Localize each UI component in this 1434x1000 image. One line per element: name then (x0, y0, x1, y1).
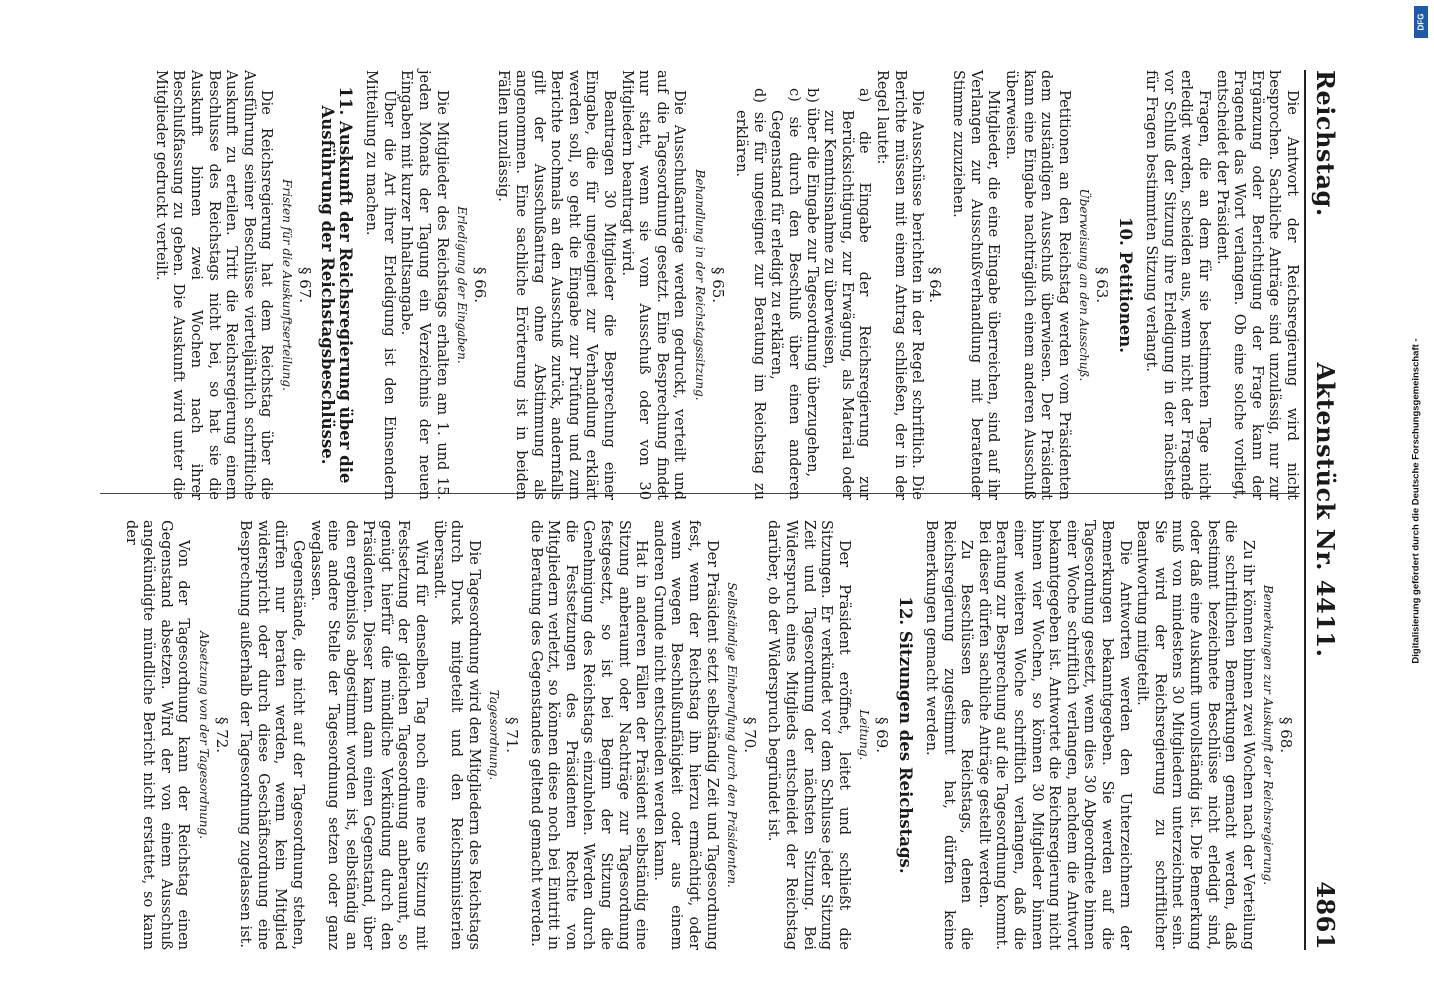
left-column (151, 70, 1300, 500)
paragraph: Zu Beschlüssen des Reichstags, denen die Reichsregierung zugestimmt hat, dürfen keine Bemerkungen gemacht werden. (923, 520, 975, 950)
paragraph-number: § 66. (470, 266, 489, 304)
dfg-logo (1414, 6, 1428, 38)
paragraph-subtitle: Bemerkungen zur Auskunft der Reichsregierung. (1261, 584, 1276, 886)
paragraph-number: § 71. (503, 716, 522, 754)
paragraph: Wird für denselben Tag noch eine neue Sitzung mit Festsetzung der gleichen Tagesordnung anberaumt, so genügt hierfür die mündliche Verkündung durch den Präsidenten. Dieser kann dann einen Gegenstand, über den ergebnislos abgestimmt worden ist, selbständig an eine andere Stelle der Tagesordnung setzen oder ganz weglassen. (307, 520, 430, 950)
paragraph-subtitle: Leitung. (857, 709, 872, 761)
paragraph: Die Tagesordnung wird den Mitgliedern des Reichstags durch Druck mitgeteilt und den Reichsministerien übersandt. (430, 520, 482, 950)
paragraph-subtitle: Absetzung von der Tagesordnung. (196, 630, 211, 840)
paragraph: Über die Art ihrer Erledigung ist den Einsendern Mitteilung zu machen. (363, 70, 397, 500)
paragraph: Petitionen an den Reichstag werden vom Präsidenten dem zuständigen Ausschuß überwiesen. Der Präsident kann eine Eingabe nachträglich einem anderen Ausschuß überweisen. (1003, 70, 1072, 500)
paragraph-number: § 63. (1093, 266, 1112, 304)
paragraph: Die Ausschußanträge werden gedruckt, verteilt und auf die Tagesordnung gesetzt. Eine Besprechung findet nur statt, wenn sie vom Ausschuß oder von 30 Mitgliedern beantragt wird. (618, 70, 688, 500)
paragraph: Zu ihr können binnen zwei Wochen nach der Verteilung die schriftlichen Bemerkungen gemacht werden, daß bestimmt bezeichnete Beschlüsse nicht erledigt sind, oder daß eine Auskunft unvollständig ist. Die Bemerkung muß von mindestens 30 Mitgliedern unterzeichnet sein. Sie wird der Reichsregierung zu schriftlicher Beantwortung mitgeteilt. (1134, 520, 1256, 950)
section-heading: 10. Petitionen. (1115, 217, 1135, 353)
page-header (1304, 70, 1340, 950)
paragraph-number: § 69. (872, 716, 891, 754)
paragraph: Die Mitglieder des Reichstags erhalten am 1. und 15. jeden Monats der Tagung ein Verzeichnis der neuen Eingaben mit kurzer Inhaltsangabe. (398, 70, 450, 500)
paragraph-subtitle: Selbständige Einberufung durch den Präsidenten. (725, 582, 740, 888)
paragraph-number: § 70. (740, 716, 759, 754)
paragraph: Der Präsident eröffnet, leitet und schließt die Sitzungen. Er verkündet vor dem Schlusse jeder Sitzung Zeit und Tagesordnung der nächsten Sitzung. Bei Widerspruch eines Mitglieds entscheidet der Reichstag darüber, ob der Widerspruch begründet ist. (765, 520, 852, 950)
paragraph-subtitle: Tagesordnung. (487, 689, 502, 781)
paragraph: Von der Tagesordnung kann der Reichstag einen Gegenstand absetzen. Wird der von einem Ausschuß angekündigte mündliche Bericht nicht erstattet, so kann der (122, 520, 192, 950)
paragraph: Gegenstände, die nicht auf der Tagesordnung stehen, dürfen nur beraten werden, wenn kein Mitglied widerspricht oder durch diese Geschäftsordnung eine Besprechung außerhalb der Tagesordnung zugelassen ist. (237, 520, 306, 950)
list-item: b) über die Eingabe zur Tagesordnung überzugehen, (803, 88, 820, 478)
list-item: a) die Eingabe der Reichsregierung zur Berücksichtigung, zur Erwägung, als Material oder zur Kenntnisnahme zu überweisen, (821, 88, 873, 500)
paragraph-number: § 64. (925, 266, 944, 304)
paragraph-number: § 67. (295, 266, 314, 304)
paragraph: Mitglieder, die eine Eingabe überreichen, sind auf ihr Verlangen zur Ausschußverhandlung mit beratender Stimme zuzuziehen. (950, 70, 1002, 500)
paragraph: Die Ausschüsse berichten in der Regel schriftlich. Die Berichte müssen mit einem Antrag schließen, der in der Regel lautet: (873, 70, 926, 500)
paragraph-number: § 68. (1277, 716, 1295, 754)
paragraph: Die Antworten werden den Unterzeichnern der Bemerkungen bekanntgegeben. Sie werden auf die Tagesordnung gesetzt, wenn dies 30 Abgeordnete binnen einer Woche schriftlich verlangen, nachdem die Antwort bekanntgegeben ist. Antwortet die Reichsregierung nicht binnen vier Wochen, so können 30 Mitglieder binnen einer weiteren Woche schriftlich verlangen, daß die Beratung zur Besprechung auf die Tagesordnung kommt. Bei dieser dürfen sachliche Anträge gestellt werden. (975, 520, 1133, 950)
header-title: Aktenstück Nr. 4411. (1311, 362, 1340, 658)
header-left: Reichstag. (1311, 70, 1340, 217)
paragraph-subtitle: Überweisung an den Ausschuß. (1077, 188, 1092, 382)
paragraph: Beantragen 30 Mitglieder die Besprechung einer Eingabe, die für ungeeignet zur Verhandlung erklärt werden soll, so geht die Eingabe zur Prüfung und zum Berichte nochmals an den Ausschuß zurück, andernfalls gilt der Ausschußantrag ohne Abstimmung als angenommen. Eine sachliche Erörterung ist in beiden Fällen unzulässig. (495, 70, 618, 500)
paragraph-number: § 72. (212, 716, 231, 754)
paragraph-subtitle: Fristen für die Auskunftserteilung. (279, 179, 294, 391)
paragraph: Die Antwort der Reichsregierung wird nicht besprochen. Sachliche Anträge sind unzulässig, nur zur Ergänzung oder Berichtigung der Frage kann der Fragende das Wort verlangen. Ob eine solche vorliegt, entscheidet der Präsident. (1213, 70, 1300, 500)
paragraph-number: § 65. (708, 266, 727, 304)
paragraph: Die Reichsregierung hat dem Reichstag über die Ausführung seiner Beschlüsse vierteljährlich schriftliche Auskunft zu erteilen. Tritt die Reichsregierung einem Beschlusse des Reichstags nicht bei, so hat sie die Auskunft binnen zwei Wochen nach ihrer Beschlußfassung zu geben. Die Auskunft wird unter die Mitglieder gedruckt verteilt. (152, 70, 275, 500)
right-column (121, 520, 1300, 950)
paragraph: Hat in anderen Fällen der Präsident selbständig eine Sitzung anberaumt oder Nachträge zur Tagesordnung festgesetzt, so ist bei Beginn der Sitzung die Genehmigung des Reichstags einzuholen. Werden durch die Festsetzungen des Präsidenten Rechte von Mitgliedern verletzt, so können diese noch bei Eintritt in die Beratung des Gegenstandes geltend gemacht werden. (527, 520, 650, 950)
page-number: 4861 (1311, 881, 1340, 950)
paragraph: Der Präsident setzt selbständig Zeit und Tagesordnung fest, wenn der Reichstag ihn hierzu ermächtigt, oder wenn wegen Beschlußunfähigkeit oder aus einem anderen Grunde nicht entschieden werden kann. (650, 520, 720, 950)
section-heading: 11. Auskunft der Reichsregierung über die Ausführung der Reichstagsbeschlüsse. (318, 86, 355, 484)
paragraph-subtitle: Behandlung in der Reichstagssitzung. (693, 169, 707, 401)
digitization-note-text: Digitalisierung gefördert durch die Deutsche Forschungsgemeinschaft - (1410, 338, 1422, 664)
list-item: d) sie für ungeeignet zur Beratung im Reichstag zu erklären. (733, 88, 767, 500)
dfg-logo-text: DFG (1416, 13, 1426, 31)
paragraph: Fragen, die an dem für sie bestimmten Tage nicht erledigt werden, scheiden aus, wenn nicht der Fragende vor Schluß der Sitzung ihre Erledigung in der nächsten für Fragen bestimmten Sitzung verlangt. (1143, 70, 1213, 500)
paragraph-subtitle: Erledigung der Eingaben. (455, 206, 470, 364)
section-heading: 12. Sitzungen des Reichstags. (895, 596, 915, 874)
digitization-note (1403, 6, 1429, 996)
list-item: c) sie durch den Beschluß über einen anderen Gegenstand für erledigt zu erklären, (768, 88, 802, 500)
